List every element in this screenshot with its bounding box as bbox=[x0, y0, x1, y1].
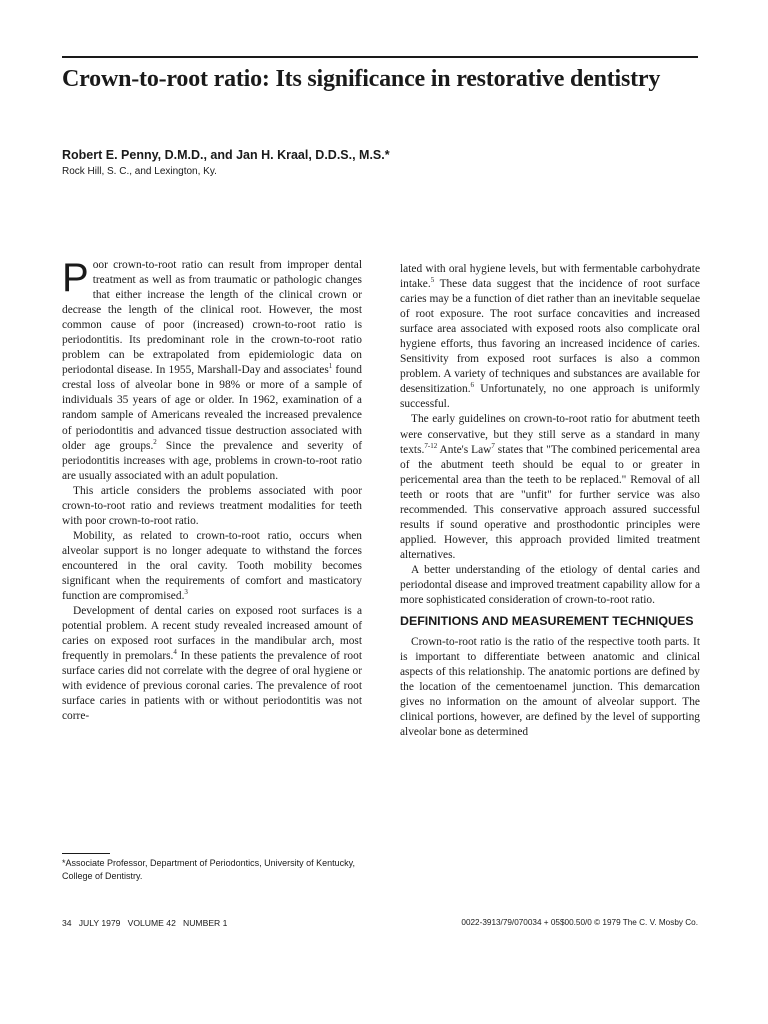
ref-sup: 2 bbox=[153, 437, 157, 446]
article-authors: Robert E. Penny, D.M.D., and Jan H. Kraal, D.D.S., M.S.* bbox=[62, 148, 390, 162]
body-paragraph bbox=[400, 262, 700, 412]
right-column bbox=[400, 262, 700, 740]
guidelines-text-a: The early guidelines on crown-to-root ratio for abutment teeth were conservative, but they still serve as a standard in many texts. bbox=[400, 413, 700, 456]
body-paragraph bbox=[62, 529, 362, 604]
continuation-text-b: These data suggest that the incidence of root surface caries may be a function of diet rather than an inevitable sequelae of root exposure. The root surface concavities and increased surface area associated with exposed roots also complicate oral hygiene efforts, thus favoring an increased incidence of caries. Sensitivity from exposed root surfaces is also a common problem. A variety of techniques and substances are available for desensitization. bbox=[400, 278, 700, 396]
body-paragraph bbox=[400, 412, 700, 562]
article-affiliation: Rock Hill, S. C., and Lexington, Ky. bbox=[62, 166, 217, 177]
footnote-rule bbox=[62, 853, 110, 854]
ref-sup: 4 bbox=[173, 648, 177, 657]
intro-text-b: found crestal loss of alveolar bone in 98% or more of a sample of individuals 35 years of age or older. In 1962, examination of a random sample of Americans revealed the increased prevalence of periodontitis and advanced tissue destruction associated with older age groups. bbox=[62, 364, 362, 452]
copyright-footer: 0022-3913/79/070034 + 05$00.50/0 © 1979 The C. V. Mosby Co. bbox=[461, 918, 698, 927]
guidelines-text-c: states that "The combined pericemental area of the abutment teeth should be equal to or greater in pericemental area than the teeth to be replaced." Removal of all teeth or roots that are "unfit" for further service was also recommended. This conservative approach assured successful results if sound operative and prosthodontic principles were applied. However, this approach provided limited treatment alternatives. bbox=[400, 443, 700, 561]
author-footnote: *Associate Professor, Department of Periodontics, University of Kentucky, College of Dentistry. bbox=[62, 858, 355, 881]
caries-text-b: In these patients the prevalence of root surface caries did not correlate with the degree of oral hygiene or with evidence of previous coronal caries. The prevalence of root surface caries in patients with or without periodontitis was not corre- bbox=[62, 650, 362, 723]
body-paragraph: A better understanding of the etiology of dental caries and periodontal disease and improved treatment capability allow for a more sophisticated consideration of crown-to-root ratio. bbox=[400, 563, 700, 607]
ref-sup: 5 bbox=[430, 276, 435, 285]
intro-text-c: Since the prevalence and severity of periodontitis increases with age, problems in crown-to-root ratio are usually associated with an adult population. bbox=[62, 439, 363, 482]
intro-paragraph bbox=[62, 258, 362, 484]
journal-footer: 34 JULY 1979 VOLUME 42 NUMBER 1 bbox=[62, 918, 228, 928]
continuation-text-a: lated with oral hygiene levels, but with fermentable carbohydrate intake. bbox=[400, 263, 700, 291]
drop-cap: P bbox=[62, 256, 89, 300]
ref-sup: 3 bbox=[184, 588, 188, 597]
ref-sup: 7 bbox=[491, 441, 495, 450]
guidelines-text-b: Ante's Law bbox=[437, 443, 492, 456]
body-paragraph: This article considers the problems associated with poor crown-to-root ratio and reviews treatment modalities for teeth with poor crown-to-root ratio. bbox=[62, 484, 362, 527]
intro-text-a: oor crown-to-root ratio can result from improper dental treatment as well as from traumatic or pathologic changes that either increase the length of the clinical crown or decrease the length of the clinical root. However, the most common cause of poor (increased) crown-to-root ratio is periodontitis. Its predominant role in the crown-to-root ratio problem can be extrapolated from epidemiologic data on periodontal disease. In 1955, Marshall-Day and associates bbox=[62, 259, 362, 377]
mobility-text: Mobility, as related to crown-to-root ratio, occurs when alveolar support is no longer adequate to withstand the forces encountered in the oral cavity. Tooth mobility becomes significant when the requirements of comfort and masticatory function are compromised. bbox=[62, 529, 362, 603]
top-rule bbox=[62, 56, 698, 58]
section-heading: DEFINITIONS AND MEASUREMENT TECHNIQUES bbox=[400, 614, 694, 629]
ref-sup: 6 bbox=[470, 381, 475, 390]
left-column bbox=[62, 258, 362, 724]
body-paragraph: Crown-to-root ratio is the ratio of the respective tooth parts. It is important to differentiate between anatomic and clinical aspects of this relationship. The anatomic portions are defined by the location of the cementoenamel junction. This demarcation gives no information on the amount of alveolar support. The clinical portions, however, are defined by the level of supporting alveolar bone as determined bbox=[400, 636, 700, 739]
body-paragraph bbox=[62, 604, 362, 724]
ref-sup: 1 bbox=[328, 362, 333, 371]
caries-text-a: Development of dental caries on exposed root surfaces is a potential problem. A recent study revealed increased amount of caries on exposed root surfaces in the mandibular arch, most frequently in premolars. bbox=[62, 605, 362, 663]
ref-sup: 7-12 bbox=[424, 441, 438, 450]
article-title: Crown-to-root ratio: Its significance in restorative dentistry bbox=[62, 66, 661, 92]
continuation-text-c: Unfortunately, no one approach is uniformly successful. bbox=[400, 383, 700, 411]
